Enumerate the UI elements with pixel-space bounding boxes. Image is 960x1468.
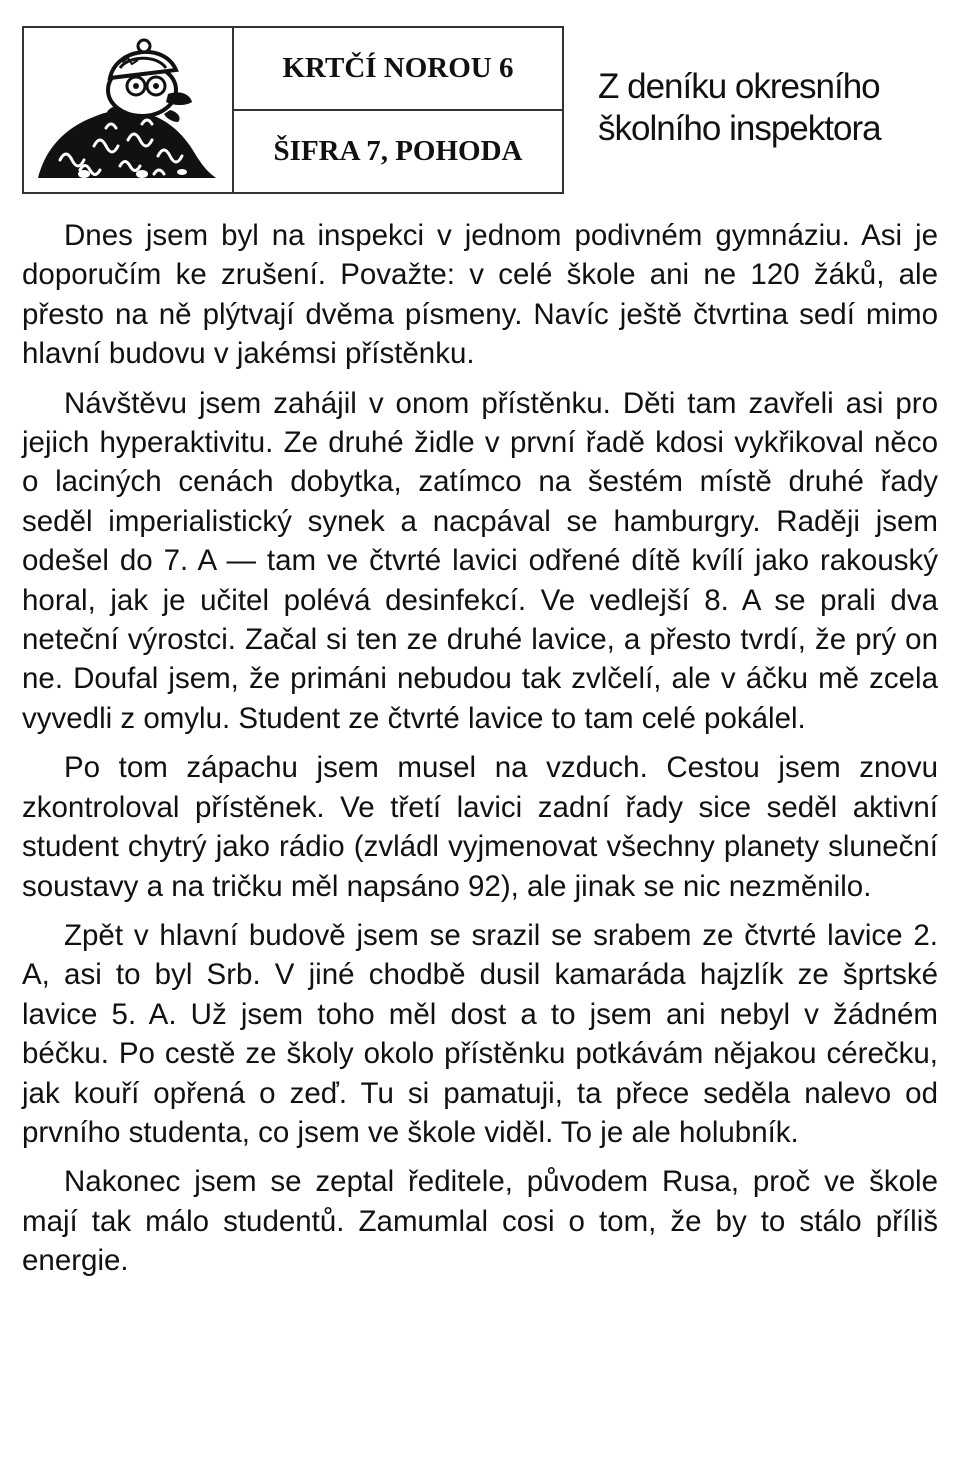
mole-on-molehill-icon <box>24 28 230 192</box>
logo-cell <box>24 28 234 192</box>
paragraph-3: Po tom zápachu jsem musel na vzduch. Cestou jsem znovu zkontroloval přístěnek. Ve třetí lavici zadní řady sice seděl aktivní student chytrý jako rádio (zvládl vyjmenovat všechny planety sluneční soustavy a na tričku měl napsáno 92), ale jinak se nic nezměnilo. <box>22 751 938 903</box>
puzzle-subtitle: ŠIFRA 7, POHODA <box>273 135 523 167</box>
title-cell <box>234 28 562 192</box>
paragraph-2: Návštěvu jsem zahájil v onom přístěnku. Děti tam zavřeli asi pro jejich hyperaktivitu. Ze druhé židle v první řadě kdosi vykřikoval něco o laciných cenách dobytka, zatímco na šestém místě druhé řady seděl imperialistický synek a nacpával se hamburgry. Raději jsem odešel do 7. A — tam ve čtvrté lavici odřené dítě kvílí jako rakouský horal, jak je učitel polévá desinfekcí. Ve vedlejší 8. A se prali dva neteční výrostci. Začal si ten ze druhé lavice, a přesto tvrdí, že prý on ne. Doufal jsem, že primáni nebudou tak zvlčelí, ale v áčku mě zcela vyvedli z omylu. Student ze čtvrté lavice to tam celé pokálel. <box>22 386 938 735</box>
paragraph-4: Zpět v hlavní budově jsem se srazil se srabem ze čtvrté lavice 2. A, asi to byl Srb. V jiné chodbě dusil kamaráda hajzlík ze šprtské lavice 5. A. Už jsem toho měl dost a to jsem ani nebyl v žádném béčku. Po cestě ze školy okolo přístěnku potkávám nějakou cérečku, jak kouří opřená o zeď. Tu si pamatuji, ta přece seděla nalevo od prvního studenta, co jsem ve škole viděl. To je ale holubník. <box>22 918 938 1149</box>
paragraph-5: Nakonec jsem se zeptal ředitele, původem Rusa, proč ve škole mají tak málo studentů. Zamumlal cosi o tom, že by to stálo příliš energie. <box>22 1165 938 1278</box>
paragraph-1: Dnes jsem byl na inspekci v jednom podivném gymnáziu. Asi je doporučím ke zrušení. Považte: v celé škole ani ne 120 žáků, ale přesto na ně plýtvají dvěma písmeny. Navíc ještě čtvrtina sedí mimo hlavní budovu v jakémsi přístěnku. <box>22 219 938 371</box>
diary-heading-line2: školního inspektora <box>598 109 881 148</box>
puzzle-title: KRTČÍ NOROU 6 <box>234 28 562 111</box>
header-box <box>22 26 564 194</box>
diary-heading <box>598 66 938 150</box>
diary-heading-line1: Z deníku okresního <box>598 67 880 106</box>
article-body <box>22 216 938 1291</box>
